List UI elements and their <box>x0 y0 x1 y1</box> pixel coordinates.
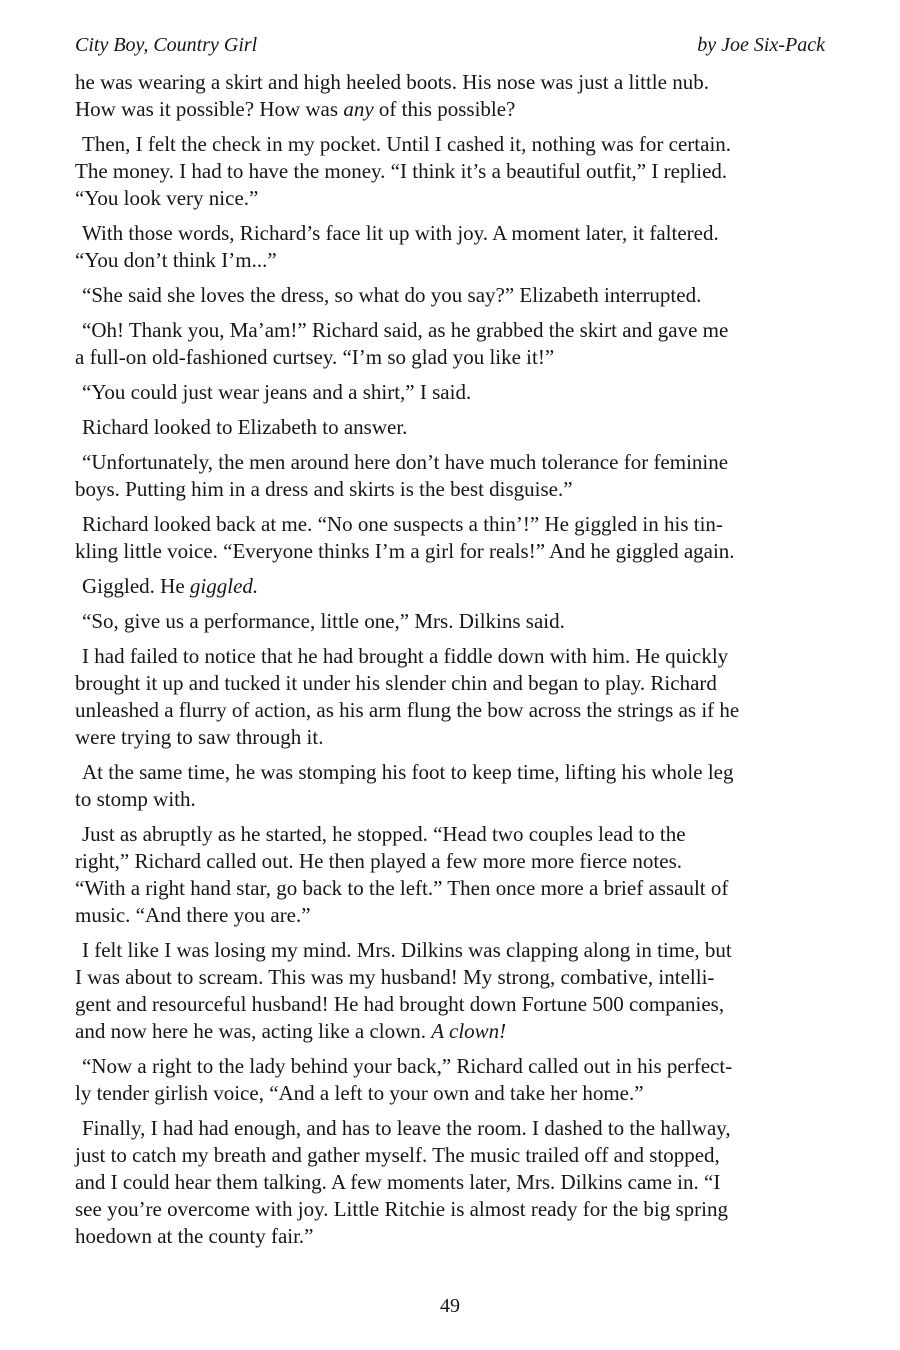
paragraph <box>75 937 825 1045</box>
text-run: “You don’t think I’m...” <box>75 248 277 272</box>
text-line <box>75 608 825 635</box>
text-run: of this possible? <box>373 97 516 121</box>
text-run: “You look very nice.” <box>75 186 259 210</box>
text-run: With those words, Richard’s face lit up with joy. A moment later, it faltered. <box>82 221 719 245</box>
text-line <box>75 875 825 902</box>
text-run: I was about to scream. This was my husband! My strong, combative, intelli- <box>75 965 715 989</box>
text-run: music. “And there you are.” <box>75 903 311 927</box>
text-line <box>75 449 825 476</box>
paragraph <box>75 573 825 600</box>
text-run: ly tender girlish voice, “And a left to your own and take her home.” <box>75 1081 644 1105</box>
text-line <box>75 220 825 247</box>
text-run: At the same time, he was stomping his foot to keep time, lifting his whole leg <box>82 760 734 784</box>
running-header-author: by Joe Six-Pack <box>697 34 825 56</box>
running-header-title: City Boy, Country Girl <box>75 34 258 56</box>
page-body <box>75 69 825 1250</box>
paragraph <box>75 759 825 813</box>
text-line <box>75 786 825 813</box>
text-run: “With a right hand star, go back to the left.” Then once more a brief assault of <box>75 876 729 900</box>
text-run: Richard looked to Elizabeth to answer. <box>82 415 408 439</box>
text-line <box>75 937 825 964</box>
paragraph <box>75 1115 825 1250</box>
text-line <box>75 902 825 929</box>
text-line <box>75 670 825 697</box>
text-run: “Now a right to the lady behind your back,” Richard called out in his perfect- <box>82 1054 733 1078</box>
text-line <box>75 282 825 309</box>
text-run: “She said she loves the dress, so what do you say?” Elizabeth interrupted. <box>82 283 702 307</box>
text-run: a full-on old-fashioned curtsey. “I’m so glad you like it!” <box>75 345 555 369</box>
paragraph <box>75 608 825 635</box>
text-run: unleashed a flurry of action, as his arm flung the bow across the strings as if he <box>75 698 740 722</box>
paragraph <box>75 220 825 274</box>
text-run: see you’re overcome with joy. Little Ritchie is almost ready for the big spring <box>75 1197 728 1221</box>
paragraph <box>75 449 825 503</box>
text-line <box>75 1196 825 1223</box>
text-line <box>75 247 825 274</box>
text-line <box>75 697 825 724</box>
emphasized-text: any <box>343 97 374 121</box>
text-line <box>75 573 825 600</box>
paragraph <box>75 511 825 565</box>
text-run: I had failed to notice that he had brought a fiddle down with him. He quickly <box>82 644 729 668</box>
emphasized-text: giggled. <box>189 574 259 598</box>
text-line <box>75 538 825 565</box>
text-run: I felt like I was losing my mind. Mrs. Dilkins was clapping along in time, but <box>82 938 732 962</box>
text-run: “Oh! Thank you, Ma’am!” Richard said, as he grabbed the skirt and gave me <box>82 318 729 342</box>
text-run: gent and resourceful husband! He had brought down Fortune 500 companies, <box>75 992 725 1016</box>
text-run: were trying to saw through it. <box>75 725 324 749</box>
text-line <box>75 1053 825 1080</box>
text-line <box>75 759 825 786</box>
page-number: 49 <box>440 1295 460 1317</box>
text-run: Giggled. He <box>82 574 190 598</box>
text-run: Richard looked back at me. “No one suspects a thin’!” He giggled in his tin- <box>82 512 723 536</box>
paragraph <box>75 131 825 212</box>
text-run: brought it up and tucked it under his slender chin and began to play. Richard <box>75 671 717 695</box>
page-footer <box>0 1294 900 1318</box>
running-header <box>75 33 825 58</box>
text-line <box>75 511 825 538</box>
text-run: to stomp with. <box>75 787 196 811</box>
text-line <box>75 1080 825 1107</box>
text-line <box>75 414 825 441</box>
text-run: Finally, I had had enough, and has to leave the room. I dashed to the hallway, <box>82 1116 731 1140</box>
text-line <box>75 1169 825 1196</box>
text-line <box>75 69 825 96</box>
text-line <box>75 821 825 848</box>
emphasized-text: A clown! <box>431 1019 507 1043</box>
text-line <box>75 1115 825 1142</box>
text-line <box>75 848 825 875</box>
text-run: “So, give us a performance, little one,” Mrs. Dilkins said. <box>82 609 565 633</box>
text-line <box>75 344 825 371</box>
paragraph <box>75 1053 825 1107</box>
text-run: hoedown at the county fair.” <box>75 1224 314 1248</box>
text-line <box>75 1018 825 1045</box>
text-run: Just as abruptly as he started, he stopped. “Head two couples lead to the <box>82 822 686 846</box>
text-run: boys. Putting him in a dress and skirts is the best disguise.” <box>75 477 573 501</box>
text-line <box>75 643 825 670</box>
text-line <box>75 724 825 751</box>
text-line <box>75 317 825 344</box>
text-run: How was it possible? How was <box>75 97 344 121</box>
text-run: right,” Richard called out. He then played a few more more fierce notes. <box>75 849 683 873</box>
paragraph <box>75 643 825 751</box>
paragraph <box>75 379 825 406</box>
text-run: and now here he was, acting like a clown. <box>75 1019 432 1043</box>
text-run: “You could just wear jeans and a shirt,” I said. <box>82 380 472 404</box>
text-line <box>75 964 825 991</box>
paragraph <box>75 282 825 309</box>
text-line <box>75 185 825 212</box>
text-line <box>75 131 825 158</box>
text-run: The money. I had to have the money. “I think it’s a beautiful outfit,” I replied. <box>75 159 728 183</box>
text-run: Then, I felt the check in my pocket. Until I cashed it, nothing was for certain. <box>82 132 732 156</box>
text-run: and I could hear them talking. A few moments later, Mrs. Dilkins came in. “I <box>75 1170 721 1194</box>
text-run: “Unfortunately, the men around here don’t have much tolerance for feminine <box>82 450 729 474</box>
text-line <box>75 476 825 503</box>
text-line <box>75 158 825 185</box>
text-line <box>75 379 825 406</box>
paragraph <box>75 821 825 929</box>
text-line <box>75 991 825 1018</box>
text-line <box>75 1223 825 1250</box>
paragraph <box>75 414 825 441</box>
text-line <box>75 1142 825 1169</box>
text-run: he was wearing a skirt and high heeled boots. His nose was just a little nub. <box>75 70 709 94</box>
text-line <box>75 96 825 123</box>
text-run: kling little voice. “Everyone thinks I’m a girl for reals!” And he giggled again. <box>75 539 735 563</box>
paragraph <box>75 317 825 371</box>
text-run: just to catch my breath and gather myself. The music trailed off and stopped, <box>75 1143 720 1167</box>
paragraph <box>75 69 825 123</box>
